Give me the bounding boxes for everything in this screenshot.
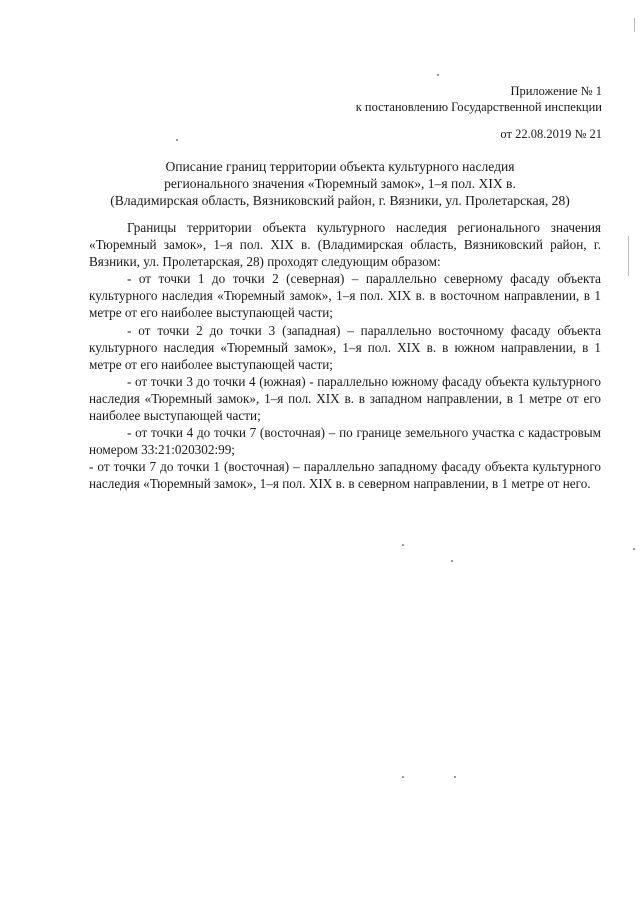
document-title	[60, 158, 620, 209]
scan-edge-mark	[628, 236, 629, 276]
date-number: от 22.08.2019 № 21	[500, 127, 602, 141]
appendix-label: Приложение № 1	[510, 84, 602, 98]
scan-speck	[451, 560, 453, 562]
scan-speck	[454, 776, 456, 778]
scan-speck	[633, 548, 635, 550]
boundary-item-2: - от точки 2 до точки 3 (западная) – параллельно восточному фасаду объекта культурного наследия «Тюремный замок», 1–я пол. XIX в. в южном направлении, в 1 метре от его наиболее выступающей части;	[89, 322, 601, 372]
boundary-item-1: - от точки 1 до точки 2 (северная) – параллельно северному фасаду объекта культурного наследия «Тюремный замок», 1–я пол. XIX в. в восточном направлении, в 1 метре от его наиболее выступающей части;	[89, 271, 601, 321]
resolution-reference: к постановлению Государственной инспекции	[355, 100, 602, 114]
title-line-2: регионального значения «Тюремный замок», 1–я пол. XIX в.	[164, 176, 516, 191]
title-line-3: (Владимирская область, Вязниковский район, г. Вязники, ул. Пролетарская, 28)	[110, 193, 570, 208]
boundary-item-5: - от точки 7 до точки 1 (восточная) – параллельно западному фасаду объекта культурного наследия «Тюремный замок», 1–я пол. XIX в. в северном направлении, в 1 метре от него.	[89, 459, 601, 492]
boundary-item-3: - от точки 3 до точки 4 (южная) - параллельно южному фасаду объекта культурного наследия «Тюремный замок», 1–я пол. XIX в. в западном направлении, в 1 метре от его наиболее выступающей части;	[89, 373, 601, 424]
title-line-1: Описание границ территории объекта культурного наследия	[165, 159, 515, 174]
document-body	[89, 219, 601, 493]
boundary-item-4: - от точки 4 до точки 7 (восточная) – по границе земельного участка с кадастровым номером 33:21:020302:99;	[89, 425, 601, 458]
scan-edge-mark	[634, 18, 635, 32]
intro-paragraph: Границы территории объекта культурного наследия регионального значения «Тюремный замок», 1–я пол. XIX в. (Владимирская область, Вязниковский район, г. Вязники, ул. Пролетарская, 28) проходят следующим образом:	[89, 220, 601, 270]
scan-speck	[402, 776, 404, 778]
scan-speck	[402, 544, 404, 546]
scan-speck	[437, 74, 439, 76]
scan-speck	[176, 139, 178, 141]
